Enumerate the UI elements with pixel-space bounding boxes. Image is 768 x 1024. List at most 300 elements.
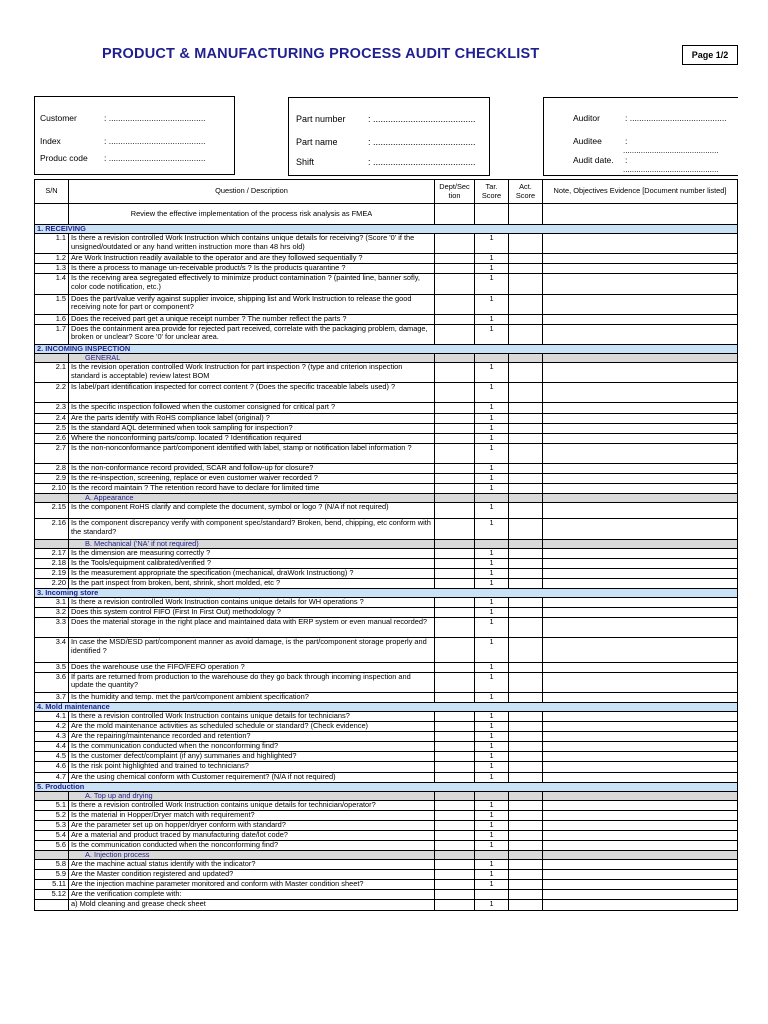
section-title: 2. INCOMING INSPECTION <box>35 345 738 354</box>
actual-score-cell[interactable] <box>509 363 543 383</box>
actual-score-cell[interactable] <box>509 608 543 618</box>
note-cell[interactable] <box>543 742 738 752</box>
header-field-label: Customer <box>40 113 77 123</box>
note-cell[interactable] <box>543 880 738 890</box>
target-score: 1 <box>475 772 509 782</box>
note-cell[interactable] <box>543 900 738 910</box>
header-field-right-2[interactable] <box>573 155 627 165</box>
actual-score-cell[interactable] <box>509 484 543 494</box>
target-score: 1 <box>475 638 509 662</box>
actual-score-cell[interactable] <box>509 433 543 443</box>
item-question: Are Work Instruction readily available to the operator and are they followed sequentially ? <box>69 254 435 264</box>
item-number: 4.6 <box>35 762 69 772</box>
header-field-left-0[interactable] <box>40 113 206 123</box>
item-question: Are the verification complete with: <box>69 890 435 900</box>
note-cell[interactable] <box>543 484 738 494</box>
item-question: Does the part/value verify against supplier invoice, shipping list and Work Instruction to release the good receiving note for part or component? <box>69 294 435 314</box>
dept-cell[interactable] <box>435 423 475 433</box>
item-question: Is the receiving area segregated effectively to minimize product contamination ? (painted line, banner sofly, color code notification, etc.) <box>69 274 435 294</box>
target-score: 1 <box>475 830 509 840</box>
header-field-value-line2[interactable]: ........................................... <box>623 165 719 174</box>
header-field-value[interactable]: : ......................................... <box>368 137 476 147</box>
dept-cell[interactable] <box>435 548 475 558</box>
actual-score-cell[interactable] <box>509 618 543 638</box>
target-score: 1 <box>475 264 509 274</box>
item-question: Are the parameter set up on hopper/dryer conform with standard? <box>69 820 435 830</box>
item-question: Are the injection machine parameter monitored and conform with Master condition sheet? <box>69 880 435 890</box>
target-score: 1 <box>475 519 509 539</box>
col-note: Note, Objectives Evidence [Document number listed] <box>543 180 738 204</box>
col-tar-score: Tar. Score <box>475 180 509 204</box>
actual-score-cell[interactable] <box>509 403 543 413</box>
dept-cell[interactable] <box>435 820 475 830</box>
target-score: 1 <box>475 403 509 413</box>
item-number: 1.7 <box>35 324 69 344</box>
note-cell[interactable] <box>543 254 738 264</box>
dept-cell[interactable] <box>435 578 475 588</box>
item-number: 3.2 <box>35 608 69 618</box>
dept-cell[interactable] <box>435 732 475 742</box>
note-cell[interactable] <box>543 870 738 880</box>
actual-score-cell[interactable] <box>509 548 543 558</box>
actual-score-cell[interactable] <box>509 234 543 254</box>
dept-cell[interactable] <box>435 234 475 254</box>
item-question: Is the part inspect from broken, bent, shrink, short molded, etc ? <box>69 578 435 588</box>
item-number: 3.3 <box>35 618 69 638</box>
dept-cell[interactable] <box>435 608 475 618</box>
item-number: 2.10 <box>35 484 69 494</box>
actual-score-cell[interactable] <box>509 597 543 607</box>
actual-score-cell[interactable] <box>509 294 543 314</box>
actual-score-cell[interactable] <box>509 672 543 692</box>
actual-score-cell[interactable] <box>509 830 543 840</box>
checklist-row <box>35 264 738 274</box>
target-score: 1 <box>475 363 509 383</box>
header-field-value[interactable]: : ......................................... <box>104 136 206 146</box>
target-score: 1 <box>475 234 509 254</box>
note-cell[interactable] <box>543 548 738 558</box>
note-cell[interactable] <box>543 294 738 314</box>
item-question: Does the material storage in the right place and maintained data with ERP system or even manual recorded? <box>69 618 435 638</box>
note-cell[interactable] <box>543 234 738 254</box>
target-score: 1 <box>475 324 509 344</box>
dept-cell[interactable] <box>435 618 475 638</box>
dept-cell[interactable] <box>435 742 475 752</box>
header-field-right-0[interactable] <box>573 113 727 123</box>
note-cell[interactable] <box>543 363 738 383</box>
item-number: 1.1 <box>35 234 69 254</box>
actual-score-cell[interactable] <box>509 254 543 264</box>
col-dept: Dept/Sec tion <box>435 180 475 204</box>
dept-cell[interactable] <box>435 383 475 403</box>
dept-cell[interactable] <box>435 810 475 820</box>
note-cell[interactable] <box>543 800 738 810</box>
note-cell[interactable] <box>543 772 738 782</box>
dept-cell[interactable] <box>435 314 475 324</box>
checklist-row <box>35 860 738 870</box>
checklist-row <box>35 608 738 618</box>
actual-score-cell[interactable] <box>509 870 543 880</box>
dept-cell[interactable] <box>435 870 475 880</box>
section-title: 4. Mold maintenance <box>35 702 738 711</box>
actual-score-cell[interactable] <box>509 810 543 820</box>
header-field-left-2[interactable] <box>40 153 206 163</box>
header-field-label: Audit date. <box>573 155 614 165</box>
dept-cell[interactable] <box>435 840 475 850</box>
header-field-middle-2[interactable] <box>296 157 476 167</box>
target-score: 1 <box>475 548 509 558</box>
actual-score-cell[interactable] <box>509 383 543 403</box>
header-field-label: Part name <box>296 137 338 147</box>
section-header-row <box>35 782 738 791</box>
actual-score-cell[interactable] <box>509 732 543 742</box>
dept-cell[interactable] <box>435 433 475 443</box>
item-question: Is the humidity and temp. met the part/component ambient specification? <box>69 692 435 702</box>
dept-cell[interactable] <box>435 324 475 344</box>
item-question: Is the communication conducted when the nonconforming find? <box>69 742 435 752</box>
item-number: 5.11 <box>35 880 69 890</box>
item-question: Is the material in Hopper/Dryer match with requirement? <box>69 810 435 820</box>
document-title: PRODUCT & MANUFACTURING PROCESS AUDIT CHECKLIST <box>102 46 540 62</box>
item-number: 2.7 <box>35 443 69 463</box>
checklist-row <box>35 662 738 672</box>
item-number: 2.6 <box>35 433 69 443</box>
item-question: Where the nonconforming parts/comp. located ? Identification required <box>69 433 435 443</box>
note-cell[interactable] <box>543 519 738 539</box>
target-score: 1 <box>475 443 509 463</box>
item-question: Is the standard AQL determined when took sampling for inspection? <box>69 423 435 433</box>
header-field-label: Shift <box>296 157 315 167</box>
item-number: 4.1 <box>35 711 69 721</box>
header-field-middle-1[interactable] <box>296 137 476 147</box>
note-cell[interactable] <box>543 752 738 762</box>
dept-cell[interactable] <box>435 752 475 762</box>
dept-cell[interactable] <box>435 772 475 782</box>
checklist-row <box>35 433 738 443</box>
dept-cell[interactable] <box>435 762 475 772</box>
note-cell[interactable] <box>543 503 738 519</box>
header-field-value[interactable]: : <box>625 136 628 146</box>
dept-cell[interactable] <box>435 519 475 539</box>
dept-cell[interactable] <box>435 638 475 662</box>
note-cell[interactable] <box>543 618 738 638</box>
subsection-header-row <box>35 539 738 548</box>
actual-score-cell[interactable] <box>509 638 543 662</box>
item-question: Is the re-inspection, screening, replace or even customer waiver recorded ? <box>69 474 435 484</box>
note-cell[interactable] <box>543 474 738 484</box>
item-question: Does the containment area provide for rejected part received, correlate with the packaging problem, damage, broken or unclear? Score '0' for unclear area. <box>69 324 435 344</box>
header-field-value-line2[interactable]: ........................................... <box>623 146 719 155</box>
item-number <box>35 900 69 910</box>
item-number: 5.3 <box>35 820 69 830</box>
item-question: Is there a revision controlled Work Instruction contains unique details for technicians? <box>69 711 435 721</box>
target-score: 1 <box>475 692 509 702</box>
note-cell[interactable] <box>543 597 738 607</box>
item-number: 5.12 <box>35 890 69 900</box>
actual-score-cell[interactable] <box>509 880 543 890</box>
checklist-row <box>35 254 738 264</box>
item-number: 5.4 <box>35 830 69 840</box>
header-field-value[interactable]: : ......................................... <box>104 153 206 163</box>
checklist-row <box>35 234 738 254</box>
item-question: Is the record maintain ? The retention record have to declare for limited time <box>69 484 435 494</box>
dept-cell[interactable] <box>435 890 475 900</box>
checklist-row <box>35 900 738 910</box>
dept-cell[interactable] <box>435 294 475 314</box>
actual-score-cell[interactable] <box>509 443 543 463</box>
item-question: Is there a revision controlled Work Instruction contains unique details for WH operations ? <box>69 597 435 607</box>
actual-score-cell[interactable] <box>509 558 543 568</box>
item-number: 4.5 <box>35 752 69 762</box>
note-cell[interactable] <box>543 672 738 692</box>
item-number: 2.17 <box>35 548 69 558</box>
item-number: 2.15 <box>35 503 69 519</box>
header-field-value[interactable]: : ......................................... <box>368 114 476 124</box>
checklist-row <box>35 423 738 433</box>
dept-cell[interactable] <box>435 722 475 732</box>
target-score: 1 <box>475 840 509 850</box>
note-cell[interactable] <box>543 722 738 732</box>
actual-score-cell[interactable] <box>509 820 543 830</box>
item-number: 2.2 <box>35 383 69 403</box>
item-number: 5.1 <box>35 800 69 810</box>
item-question: Is the revision operation controlled Work Instruction for part inspection ? (type and criterion inspection standard is acceptable) review latest BOM <box>69 363 435 383</box>
header-field-value[interactable]: : ......................................... <box>625 113 727 123</box>
note-cell[interactable] <box>543 890 738 900</box>
checklist-row <box>35 870 738 880</box>
note-cell[interactable] <box>543 558 738 568</box>
item-number: 1.6 <box>35 314 69 324</box>
header-field-value[interactable]: : <box>625 155 628 165</box>
subsection-header-row <box>35 494 738 503</box>
dept-cell[interactable] <box>435 597 475 607</box>
checklist-row <box>35 618 738 638</box>
actual-score-cell[interactable] <box>509 578 543 588</box>
dept-cell[interactable] <box>435 830 475 840</box>
note-cell[interactable] <box>543 840 738 850</box>
section-header-row <box>35 702 738 711</box>
actual-score-cell[interactable] <box>509 890 543 900</box>
actual-score-cell[interactable] <box>509 274 543 294</box>
checklist-row <box>35 403 738 413</box>
dept-cell[interactable] <box>435 474 475 484</box>
actual-score-cell[interactable] <box>509 324 543 344</box>
item-number: 5.9 <box>35 870 69 880</box>
target-score: 1 <box>475 294 509 314</box>
subsection-title: B. Mechanical ('NA' if not required) <box>69 539 435 548</box>
item-question: Are the Master condition registered and updated? <box>69 870 435 880</box>
note-cell[interactable] <box>543 638 738 662</box>
note-cell[interactable] <box>543 820 738 830</box>
checklist-row <box>35 314 738 324</box>
note-cell[interactable] <box>543 324 738 344</box>
actual-score-cell[interactable] <box>509 314 543 324</box>
actual-score-cell[interactable] <box>509 772 543 782</box>
col-act-score: Act. Score <box>509 180 543 204</box>
checklist-row <box>35 568 738 578</box>
dept-cell[interactable] <box>435 254 475 264</box>
item-question: Is there a revision controlled Work Instruction which contains unique details for receiving? (Score '0' if the unsigned/outdated or any hand written instruction more than 48 hrs old) <box>69 234 435 254</box>
item-number: 2.5 <box>35 423 69 433</box>
target-score: 1 <box>475 568 509 578</box>
intro-text: Review the effective implementation of the process risk analysis as FMEA <box>69 204 435 225</box>
item-number: 1.3 <box>35 264 69 274</box>
section-header-row <box>35 588 738 597</box>
actual-score-cell[interactable] <box>509 800 543 810</box>
item-number: 1.4 <box>35 274 69 294</box>
header-field-left-1[interactable] <box>40 136 206 146</box>
actual-score-cell[interactable] <box>509 840 543 850</box>
note-cell[interactable] <box>543 662 738 672</box>
section-header-row <box>35 225 738 234</box>
target-score: 1 <box>475 711 509 721</box>
dept-cell[interactable] <box>435 484 475 494</box>
note-cell[interactable] <box>543 692 738 702</box>
note-cell[interactable] <box>543 383 738 403</box>
dept-cell[interactable] <box>435 558 475 568</box>
header-field-middle-0[interactable] <box>296 114 476 124</box>
target-score: 1 <box>475 860 509 870</box>
checklist-row <box>35 503 738 519</box>
note-cell[interactable] <box>543 264 738 274</box>
item-question: Is the measurement appropriate the specification (mechanical, draWork Instructiong) ? <box>69 568 435 578</box>
note-cell[interactable] <box>543 443 738 463</box>
item-question: Does the warehouse use the FIFO/FEFO operation ? <box>69 662 435 672</box>
actual-score-cell[interactable] <box>509 900 543 910</box>
note-cell[interactable] <box>543 810 738 820</box>
header-field-label: Index <box>40 136 61 146</box>
item-question: Is the component RoHS clarify and complete the document, symbol or logo ? (N/A if not required) <box>69 503 435 519</box>
intro-sn <box>35 204 69 225</box>
note-cell[interactable] <box>543 762 738 772</box>
target-score: 1 <box>475 662 509 672</box>
note-cell[interactable] <box>543 711 738 721</box>
actual-score-cell[interactable] <box>509 474 543 484</box>
item-number: 5.8 <box>35 860 69 870</box>
note-cell[interactable] <box>543 413 738 423</box>
actual-score-cell[interactable] <box>509 568 543 578</box>
dept-cell[interactable] <box>435 692 475 702</box>
checklist-row <box>35 880 738 890</box>
actual-score-cell[interactable] <box>509 762 543 772</box>
item-question: Is there a revision controlled Work Instruction contains unique details for technician/operator? <box>69 800 435 810</box>
dept-cell[interactable] <box>435 413 475 423</box>
note-cell[interactable] <box>543 732 738 742</box>
target-score: 1 <box>475 254 509 264</box>
checklist-row <box>35 762 738 772</box>
actual-score-cell[interactable] <box>509 519 543 539</box>
dept-cell[interactable] <box>435 463 475 473</box>
dept-cell[interactable] <box>435 672 475 692</box>
target-score: 1 <box>475 597 509 607</box>
item-number: 5.2 <box>35 810 69 820</box>
note-cell[interactable] <box>543 403 738 413</box>
item-number: 2.3 <box>35 403 69 413</box>
note-cell[interactable] <box>543 578 738 588</box>
actual-score-cell[interactable] <box>509 752 543 762</box>
dept-cell[interactable] <box>435 568 475 578</box>
item-question: Is the component discrepancy verify with component spec/standard? Broken, bend, chipping, etc conform with the standard? <box>69 519 435 539</box>
actual-score-cell[interactable] <box>509 503 543 519</box>
actual-score-cell[interactable] <box>509 711 543 721</box>
item-number: 2.16 <box>35 519 69 539</box>
checklist-row <box>35 558 738 568</box>
actual-score-cell[interactable] <box>509 662 543 672</box>
target-score: 1 <box>475 558 509 568</box>
item-number: 5.6 <box>35 840 69 850</box>
item-question: Is the specific inspection followed when the customer consigned for critical part ? <box>69 403 435 413</box>
item-question: Is the customer defect/complaint (if any) summaries and highlighted? <box>69 752 435 762</box>
checklist-row <box>35 800 738 810</box>
dept-cell[interactable] <box>435 363 475 383</box>
header-field-value[interactable]: : ......................................... <box>104 113 206 123</box>
dept-cell[interactable] <box>435 503 475 519</box>
dept-cell[interactable] <box>435 900 475 910</box>
col-sn: S/N <box>35 180 69 204</box>
note-cell[interactable] <box>543 274 738 294</box>
target-score: 1 <box>475 503 509 519</box>
dept-cell[interactable] <box>435 880 475 890</box>
header-field-right-1[interactable] <box>573 136 627 146</box>
actual-score-cell[interactable] <box>509 722 543 732</box>
note-cell[interactable] <box>543 433 738 443</box>
target-score: 1 <box>475 870 509 880</box>
note-cell[interactable] <box>543 423 738 433</box>
note-cell[interactable] <box>543 860 738 870</box>
subsection-title: A. Appearance <box>69 494 435 503</box>
target-score: 1 <box>475 742 509 752</box>
dept-cell[interactable] <box>435 800 475 810</box>
actual-score-cell[interactable] <box>509 742 543 752</box>
dept-cell[interactable] <box>435 264 475 274</box>
target-score: 1 <box>475 820 509 830</box>
dept-cell[interactable] <box>435 274 475 294</box>
checklist-row <box>35 752 738 762</box>
actual-score-cell[interactable] <box>509 264 543 274</box>
actual-score-cell[interactable] <box>509 692 543 702</box>
checklist-row <box>35 383 738 403</box>
checklist-row <box>35 294 738 314</box>
item-number: 2.4 <box>35 413 69 423</box>
item-number: 1.5 <box>35 294 69 314</box>
actual-score-cell[interactable] <box>509 413 543 423</box>
dept-cell[interactable] <box>435 860 475 870</box>
note-cell[interactable] <box>543 830 738 840</box>
note-cell[interactable] <box>543 608 738 618</box>
target-score: 1 <box>475 752 509 762</box>
subsection-header-row <box>35 791 738 800</box>
actual-score-cell[interactable] <box>509 423 543 433</box>
dept-cell[interactable] <box>435 443 475 463</box>
actual-score-cell[interactable] <box>509 860 543 870</box>
item-question: Is the risk point highlighted and trained to technicians? <box>69 762 435 772</box>
note-cell[interactable] <box>543 463 738 473</box>
checklist-row <box>35 363 738 383</box>
note-cell[interactable] <box>543 314 738 324</box>
target-score: 1 <box>475 618 509 638</box>
checklist-row <box>35 810 738 820</box>
actual-score-cell[interactable] <box>509 463 543 473</box>
dept-cell[interactable] <box>435 403 475 413</box>
checklist-row <box>35 711 738 721</box>
header-field-value[interactable]: : ......................................... <box>368 157 476 167</box>
page-number: Page 1/2 <box>682 45 738 65</box>
note-cell[interactable] <box>543 568 738 578</box>
dept-cell[interactable] <box>435 662 475 672</box>
checklist-row <box>35 672 738 692</box>
item-number: 2.9 <box>35 474 69 484</box>
dept-cell[interactable] <box>435 711 475 721</box>
